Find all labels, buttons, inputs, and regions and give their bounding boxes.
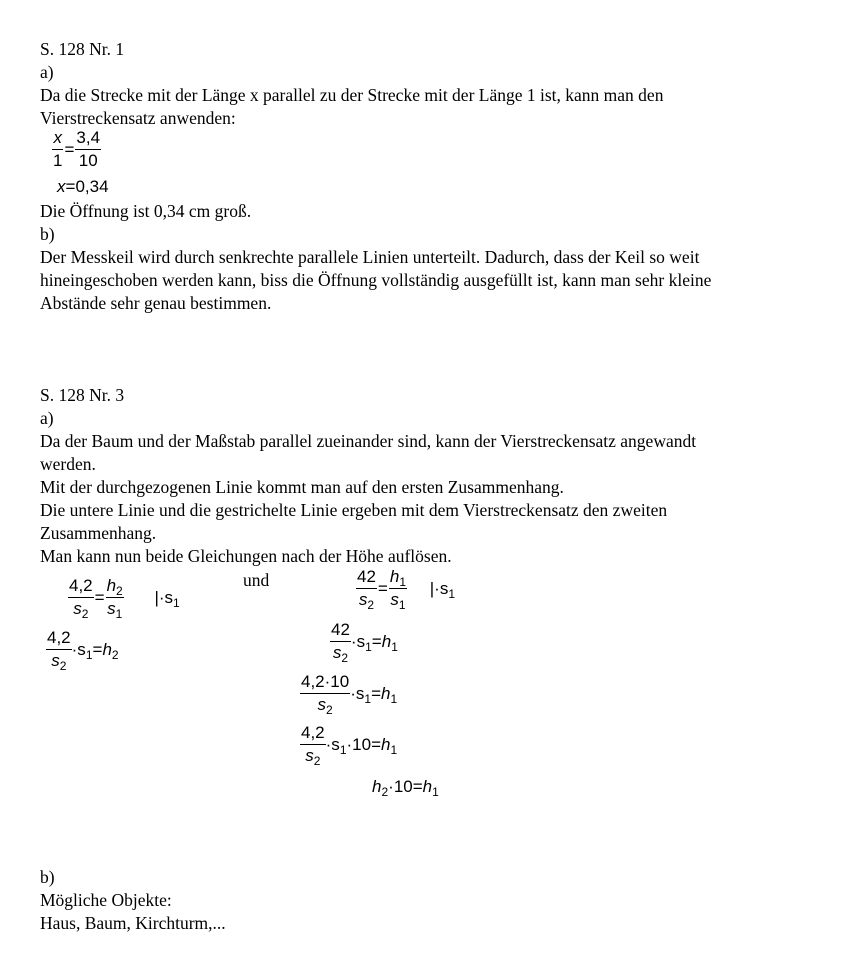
equation-proportion-x: $\frac{x}{1}$ = $\frac{3,4}{10}$ [53, 128, 101, 170]
right-equation-5: $h_2\cdot 10=h_1$ [372, 777, 439, 799]
section3-part-b: b) [40, 867, 55, 887]
section1-result: Die Öffnung ist 0,34 cm groß. [40, 201, 252, 221]
section3-text-line-1: Da der Baum und der Maßstab parallel zueinander sind, kann der Vierstreckensatz angewandt [40, 431, 697, 451]
right-equation-4: $\frac{4,2}{s_2}$ $\cdot s_1\cdot 10=h_1$ [301, 723, 398, 768]
section3-b-list: Haus, Baum, Kirchturm,... [40, 913, 226, 933]
section1-b-line-3: Abstände sehr genau bestimmen. [40, 293, 272, 313]
left-equation-1: $\frac{4,2}{s_2}$ = $\frac{h_2}{s_1}$ $|\cdot s_1$ [69, 576, 180, 621]
section1-part-b: b) [40, 224, 55, 244]
und-connector: und [243, 570, 270, 590]
section1-b-line-1: Der Messkeil wird durch senkrechte parallele Linien unterteilt. Dadurch, dass der Keil so weit [40, 247, 700, 267]
right-equation-2: $\frac{42}{s_2}$ $\cdot s_1=h_1$ [331, 620, 398, 665]
right-equation-1: $\frac{42}{s_2}$ = $\frac{h_1}{s_1}$ $|\cdot s_1$ [357, 567, 456, 612]
section1-part-a: a) [40, 62, 54, 82]
section1-intro-line-2: Vierstreckensatz anwenden: [40, 108, 236, 128]
equation-x-result: x=0,34 [57, 177, 109, 196]
left-equation-2: $\frac{4,2}{s_2}$ $\cdot s_1=h_2$ [47, 628, 119, 673]
section1-heading: S. 128 Nr. 1 [40, 39, 125, 59]
section3-part-a: a) [40, 408, 54, 428]
section3-text-line-6: Man kann nun beide Gleichungen nach der Höhe auflösen. [40, 546, 452, 566]
section3-text-line-3: Mit der durchgezogenen Linie kommt man auf den ersten Zusammenhang. [40, 477, 564, 497]
section3-text-line-4: Die untere Linie und die gestrichelte Linie ergeben mit dem Vierstreckensatz den zweiten [40, 500, 668, 520]
section1-intro-line-1: Da die Strecke mit der Länge x parallel zu der Strecke mit der Länge 1 ist, kann man den [40, 85, 664, 105]
section1-b-line-2: hineingeschoben werden kann, biss die Öffnung vollständig ausgefüllt ist, kann man sehr kleine [40, 270, 712, 290]
section3-b-label: Mögliche Objekte: [40, 890, 172, 910]
section3-text-line-5: Zusammenhang. [40, 523, 157, 543]
section3-heading: S. 128 Nr. 3 [40, 385, 125, 405]
right-equation-3: $\frac{4,2\cdot 10}{s_2}$ $\cdot s_1=h_1$ [301, 672, 398, 717]
section3-text-line-2: werden. [40, 454, 96, 474]
